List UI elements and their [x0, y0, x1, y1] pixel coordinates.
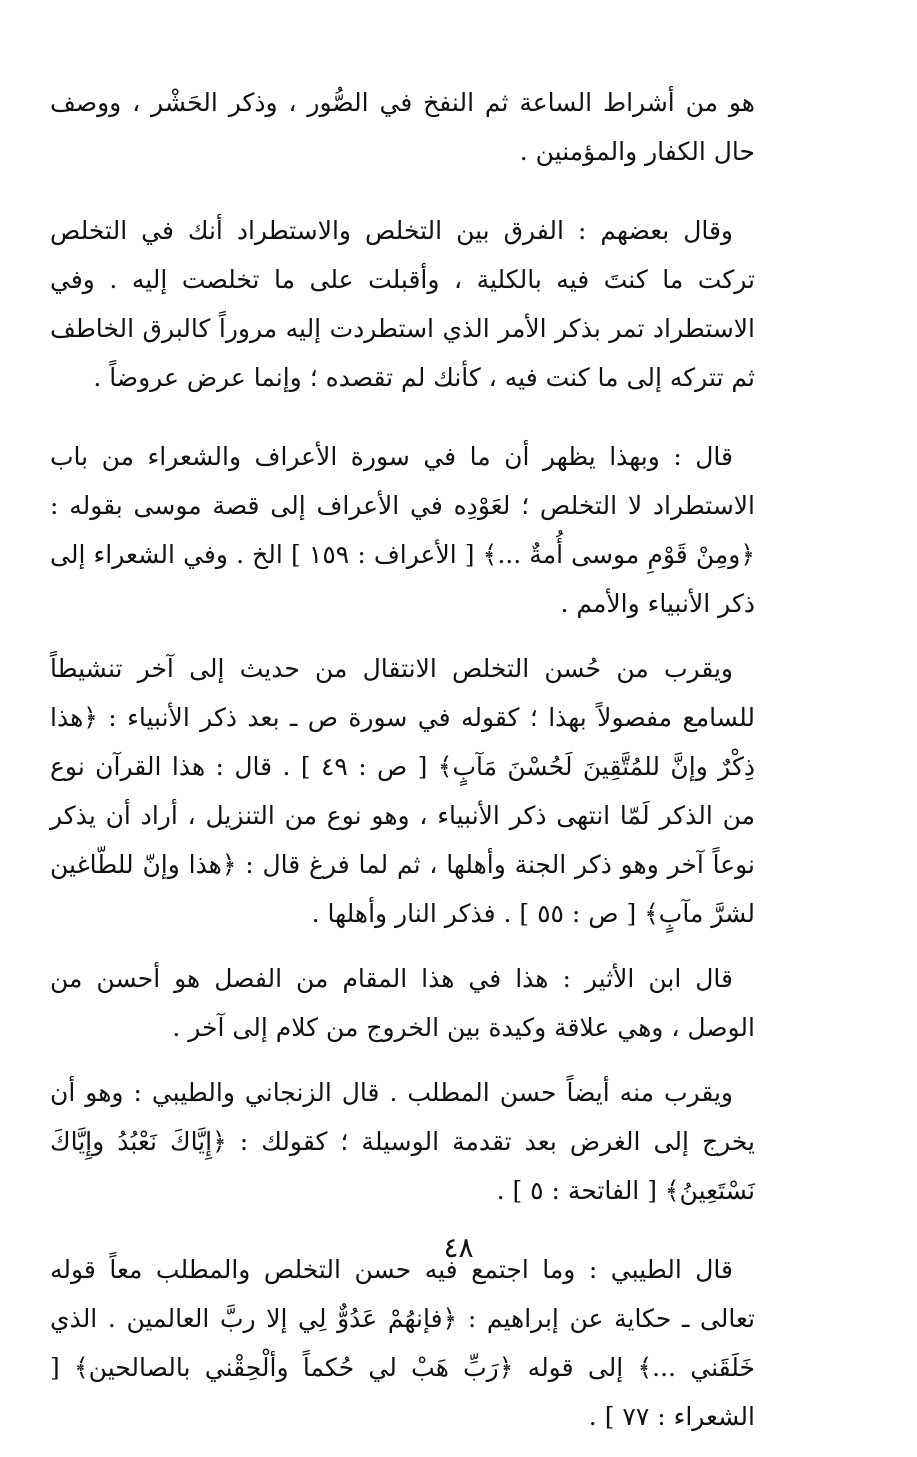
paragraph-2: وقال بعضهم : الفرق بين التخلص والاستطراد أنك في التخلص تركت ما كنتَ فيه بالكلية ، وأقبلت على ما تخلصت إليه . وفي الاستطراد تمر بذكر الأمر الذي استطردت إليه مروراً كالبرق الخاطف ثم تتركه إلى ما كنت فيه ، كأنك لم تقصده ؛ وإنما عرض عروضاً .: [50, 216, 755, 392]
page-number: ٤٨: [443, 1231, 474, 1264]
paragraph-1: هو من أشراط الساعة ثم النفخ في الصُّور ، وذكر الحَشْر ، ووصف حال الكفار والمؤمنين .: [50, 88, 755, 166]
paragraph-7: قال الطيبي : وما اجتمع فيه حسن التخلص والمطلب معاً قوله تعالى ـ حكاية عن إبراهيم : ﴿فإنهُمْ عَدُوٌّ لِي إلا ربَّ العالمين . الذي خَلَقَني ...﴾ إلى قوله ﴿رَبِّ هَبْ لي حُكماً وألْحِقْني بالصالحين﴾ [ الشعراء : ٧٧ ] .: [50, 1255, 755, 1431]
paragraph-4: ويقرب من حُسن التخلص الانتقال من حديث إلى آخر تنشيطاً للسامع مفصولاً بهذا ؛ كقوله في سورة ص ـ بعد ذكر الأنبياء : ﴿هذا ذِكْرٌ وإنَّ للمُتَّقِينَ لَحُسْنَ مَآبٍ﴾ [ ص : ٤٩ ] . قال : هذا القرآن نوع من الذكر لَمّا انتهى ذكر الأنبياء ، وهو نوع من التنزيل ، أراد أن يذكر نوعاً آخر وهو ذكر الجنة وأهلها ، ثم لما فرغ قال : ﴿هذا وإنّ للطّاغين لشرَّ مآبٍ﴾ [ ص : ٥٥ ] . فذكر النار وأهلها .: [50, 654, 755, 928]
paragraph-5: قال ابن الأثير : هذا في هذا المقام من الفصل هو أحسن من الوصل ، وهي علاقة وكيدة بين الخروج من كلام إلى آخر .: [50, 964, 755, 1042]
paragraph-3: قال : وبهذا يظهر أن ما في سورة الأعراف والشعراء من باب الاستطراد لا التخلص ؛ لعَوْدِه في الأعراف إلى قصة موسى بقوله : ﴿ومِنْ قَوْمِ موسى أُمةٌ ...﴾ [ الأعراف : ١٥٩ ] الخ . وفي الشعراء إلى ذكر الأنبياء والأمم .: [50, 442, 756, 618]
paragraph-6: ويقرب منه أيضاً حسن المطلب . قال الزنجاني والطيبي : وهو أن يخرج إلى الغرض بعد تقدمة الوسيلة ؛ كقولك : ﴿إِيَّاكَ نَعْبُدُ وإِيَّاكَ نَسْتَعِينُ﴾ [ الفاتحة : ٥ ] .: [50, 1078, 755, 1205]
